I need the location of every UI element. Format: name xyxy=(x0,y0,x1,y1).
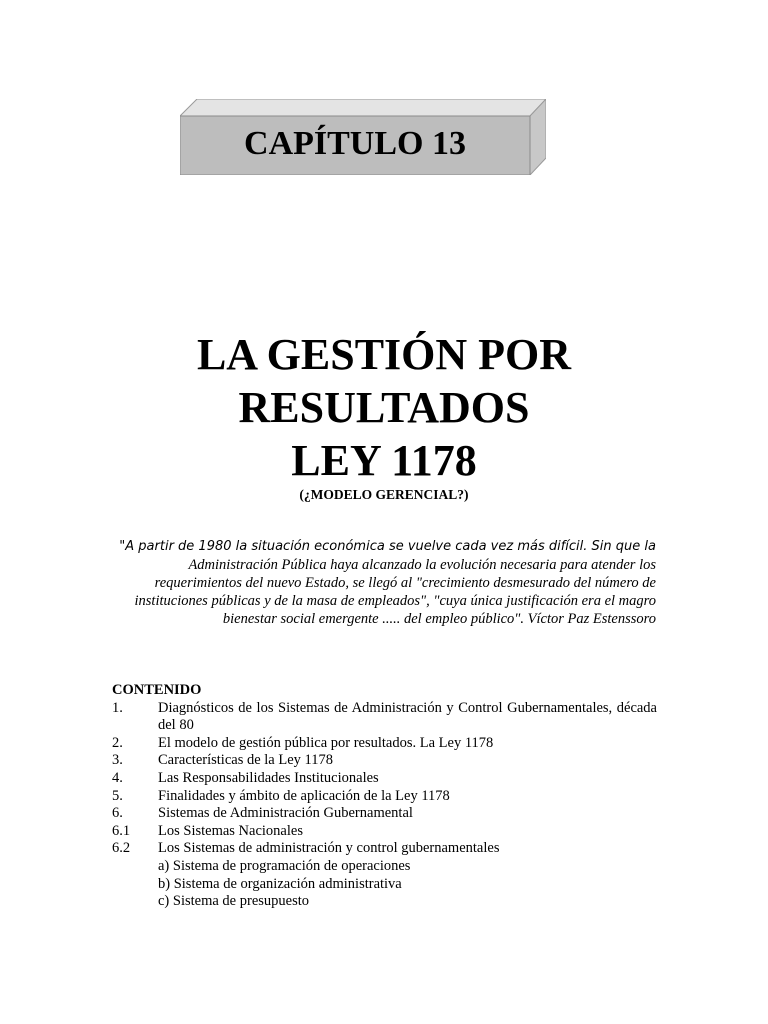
toc-item xyxy=(112,840,657,858)
toc-item-text: Las Responsabilidades Institucionales xyxy=(158,769,379,786)
subtitle: (¿MODELO GERENCIAL?) xyxy=(299,487,469,502)
toc-item-text: Finalidades y ámbito de aplicación de la Ley 1178 xyxy=(158,787,450,804)
toc-item-text: Los Sistemas de administración y control gubernamentales xyxy=(158,840,500,857)
quote-line-3: requerimientos del nuevo Estado, se llegó al "crecimiento desmesurado del número de xyxy=(154,575,656,591)
quote-line-2: Administración Pública haya alcanzado la evolución necesaria para atender los xyxy=(188,557,656,573)
toc-subitem: a) Sistema de programación de operaciones xyxy=(158,857,411,874)
toc-item xyxy=(112,788,657,806)
quote-line-4: instituciones públicas y de la masa de empleados", "cuya única justificación era el magro xyxy=(134,593,656,609)
toc-item xyxy=(112,770,657,788)
toc-item xyxy=(112,735,657,753)
toc-item-text: Características de la Ley 1178 xyxy=(158,752,333,769)
toc-item-text: Los Sistemas Nacionales xyxy=(158,822,303,839)
contents-heading: CONTENIDO xyxy=(112,682,202,698)
toc-item-number: 3. xyxy=(112,752,123,769)
toc-item xyxy=(112,823,657,841)
toc-item-text: El modelo de gestión pública por resultados. La Ley 1178 xyxy=(158,734,494,751)
quote-line-1: "A partir de 1980 la situación económica se vuelve cada vez más difícil. Sin que la xyxy=(119,539,656,554)
toc-item xyxy=(112,805,657,823)
toc-item-number: 1. xyxy=(112,699,123,716)
chapter-title: CAPÍTULO 13 xyxy=(244,125,466,162)
title-line-1: LA GESTIÓN POR xyxy=(196,330,572,379)
quote-line-5: bienestar social emergente ..... del empleo público". Víctor Paz Estenssoro xyxy=(222,611,656,627)
table-of-contents xyxy=(112,682,657,911)
page-title xyxy=(0,328,768,487)
toc-item-number: 2. xyxy=(112,734,123,751)
toc-item-number: 5. xyxy=(112,787,123,804)
chapter-box xyxy=(180,99,546,175)
toc-item-number: 4. xyxy=(112,769,123,786)
toc-subitem: b) Sistema de organización administrativa xyxy=(158,875,402,892)
toc-item xyxy=(112,752,657,770)
toc-item xyxy=(112,700,657,735)
epigraph-quote xyxy=(108,538,656,628)
toc-item-text: Diagnósticos de los Sistemas de Administración y Control Gubernamentales, década del 80 xyxy=(158,699,657,734)
toc-item-number: 6.2 xyxy=(112,840,131,857)
title-line-2: RESULTADOS xyxy=(238,383,530,432)
toc-item-number: 6.1 xyxy=(112,822,131,839)
toc-item-text: Sistemas de Administración Gubernamental xyxy=(158,805,413,822)
toc-item-number: 6. xyxy=(112,805,123,822)
toc-subitem: c) Sistema de presupuesto xyxy=(158,893,310,910)
title-line-3: LEY 1178 xyxy=(291,436,477,485)
